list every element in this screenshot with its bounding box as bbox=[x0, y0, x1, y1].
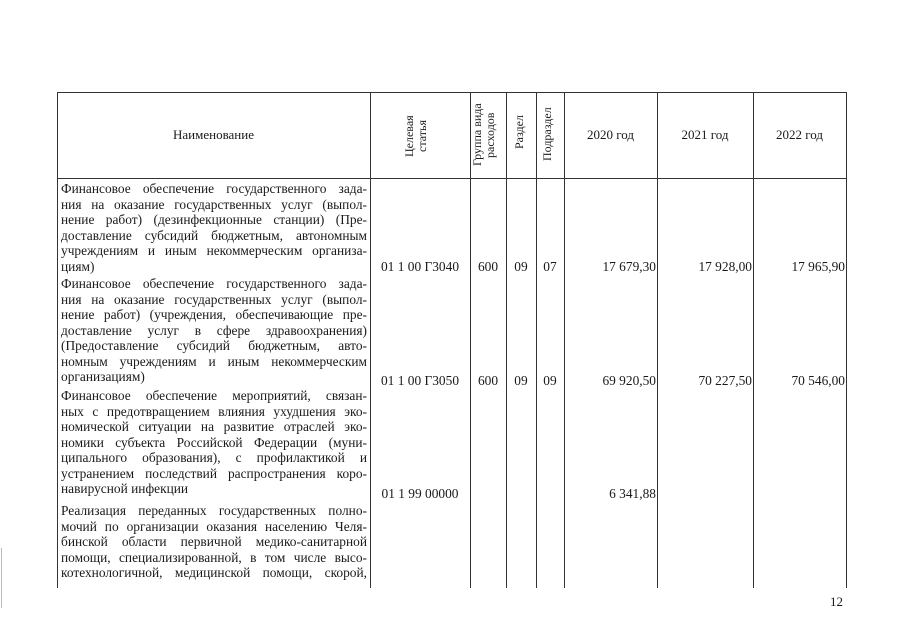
header-bottom-border bbox=[57, 178, 847, 179]
row-name-line: доставление услуг в сфере здравоохранения) bbox=[61, 322, 367, 338]
col-border bbox=[57, 92, 58, 588]
header-name: Наименование bbox=[173, 127, 254, 142]
row-name-line: ния на оказание государственных услуг (выпол- bbox=[61, 196, 367, 212]
row-name-line: Финансовое обеспечение государственного зада- bbox=[61, 276, 367, 291]
row-name-line: номики субъекта Российской Федерации (муни- bbox=[61, 434, 367, 450]
col-border bbox=[370, 92, 371, 588]
col-border bbox=[846, 92, 847, 588]
row-name-line: (Предоставление субсидий бюджетным, авто- bbox=[61, 338, 367, 353]
row-value-2020: 69 920,50 bbox=[602, 373, 656, 388]
header-expense-group: Группа вида расходов bbox=[470, 103, 497, 167]
row-name-line: помощи, специализированной, в том числе высо- bbox=[61, 549, 367, 565]
row-code: 01 1 00 Г3050 bbox=[380, 373, 460, 388]
row-name-line: ципального образования), с профилактикой и bbox=[61, 450, 367, 465]
row-name-line: устранением последствий распространения коро- bbox=[61, 465, 367, 481]
row-code: 01 1 00 Г3040 bbox=[380, 259, 460, 274]
row-group: 600 bbox=[477, 259, 499, 274]
row-name-line: циям) bbox=[61, 258, 95, 274]
col-border bbox=[536, 92, 537, 588]
row-value-2022: 17 965,90 bbox=[791, 259, 845, 274]
header-year-2021: 2021 год bbox=[681, 127, 729, 142]
row-name-line: номным учреждениям и иным некоммерческим bbox=[61, 353, 367, 369]
row-value-2022: 70 546,00 bbox=[791, 373, 845, 388]
budget-table bbox=[57, 92, 847, 588]
row-value-2020: 6 341,88 bbox=[609, 486, 656, 501]
row-name-line: ных с предотвращением влияния ухудшения эко- bbox=[61, 403, 367, 419]
row-value-2021: 70 227,50 bbox=[698, 373, 752, 388]
header-section: Раздел bbox=[512, 115, 526, 149]
page-number: 12 bbox=[830, 594, 843, 609]
row-name-line: номической ситуации на развитие отраслей эко- bbox=[61, 419, 367, 434]
row-name-line: организациям) bbox=[61, 369, 145, 384]
row-value-2020: 17 679,30 bbox=[602, 259, 656, 274]
row-name-line: Реализация переданных государственных полно- bbox=[61, 503, 367, 518]
row-name-line: учреждениям и иным некоммерческим организа- bbox=[61, 243, 367, 258]
row-name-line: бинской области первичной медико-санитарной bbox=[61, 534, 367, 549]
row-subsection: 07 bbox=[543, 259, 557, 274]
row-name-line: навирусной инфекции bbox=[61, 481, 189, 496]
row-subsection: 09 bbox=[543, 373, 557, 388]
header-year-2022: 2022 год bbox=[776, 127, 823, 142]
row-section: 09 bbox=[514, 373, 528, 388]
row-name-line: котехнологичной, медицинской помощи, скорой, bbox=[61, 565, 367, 580]
row-section: 09 bbox=[514, 259, 528, 274]
row-code: 01 1 99 00000 bbox=[381, 486, 459, 501]
scan-edge bbox=[1, 548, 2, 608]
col-border bbox=[506, 92, 507, 588]
row-name-line: Финансовое обеспечение государственного зада- bbox=[61, 181, 367, 196]
row-name-line: ния на оказание государственных услуг (выпол- bbox=[61, 291, 367, 307]
row-name-line: доставление субсидий бюджетным, автономным bbox=[61, 227, 367, 243]
row-name-line: мочий по организации оказания населению Челя- bbox=[61, 518, 367, 534]
row-name-line: нение работ) (учреждения, обеспечивающие пре- bbox=[61, 307, 367, 322]
row-value-2021: 17 928,00 bbox=[698, 259, 752, 274]
col-border bbox=[657, 92, 658, 588]
col-border bbox=[753, 92, 754, 588]
row-name-line: нение работ) (дезинфекционные станции) (Пре- bbox=[61, 212, 367, 227]
row-name-line: Финансовое обеспечение мероприятий, связан- bbox=[61, 388, 367, 403]
table-top-border bbox=[57, 92, 847, 93]
row-group: 600 bbox=[477, 373, 499, 388]
header-year-2020: 2020 год bbox=[587, 127, 634, 142]
header-target-article: Целевая статья bbox=[402, 115, 429, 157]
col-border bbox=[564, 92, 565, 588]
header-subsection: Подраздел bbox=[540, 107, 554, 161]
